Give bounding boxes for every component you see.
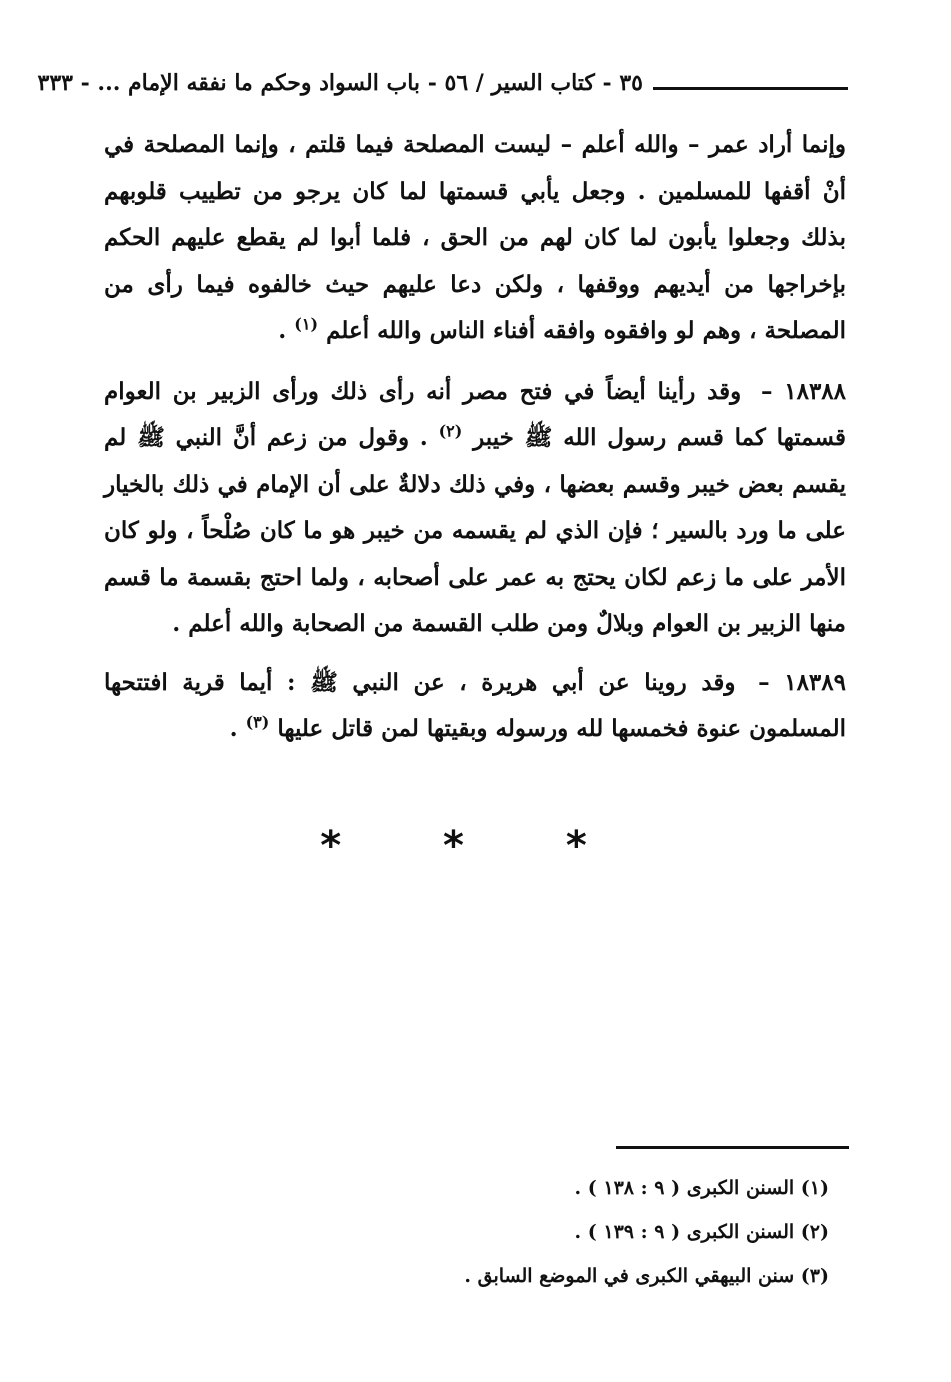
paragraph [104, 369, 846, 648]
paragraph-text: وقد رأينا أيضاً في فتح مصر أنه رأى ذلك ورأى الزبير بن العوام قسمتها كما قسم رسول الله ﷺ خيبر [104, 377, 846, 451]
section-separator: * * * [320, 823, 631, 869]
footnotes [329, 1166, 829, 1298]
running-title: ٣٥ - كتاب السير / ٥٦ - باب السواد وحكم ما نفقه الإمام ... - ٣٣٣ [37, 70, 643, 96]
footnote-ref: (٣) [245, 712, 270, 732]
main-text [104, 122, 846, 765]
paragraph-text: وقد روينا عن أبي هريرة ، عن النبي ﷺ : أيما قرية افتتحها المسلمون عنوة فخمسها لله ورسوله وبقيتها لمن قاتل عليها [104, 668, 846, 742]
paragraph-tail: . وقول من زعم أنَّ النبي ﷺ لم يقسم بعض خيبر وقسم بعضها ، وفي ذلك دلالةٌ على أن الإمام في ذلك بالخيار على ما ورد بالسير ؛ فإن الذي لم يقسمه من خيبر هو ما كان صُلْحاً ، ولو كان الأمر على ما زعم لكان يحتج به عمر على أصحابه ، ولما احتج بقسمة ما قسم منها الزبير بن العوام وبلالٌ ومن طلب القسمة من الصحابة والله أعلم . [104, 424, 846, 637]
footnote: (٢) السنن الكبرى ( ٩ : ١٣٩ ) . [574, 1221, 829, 1243]
paragraph [104, 660, 846, 753]
paragraph-number: ١٨٣٨٩ – [758, 668, 846, 696]
paragraph-tail: . [278, 317, 295, 344]
running-header [37, 68, 848, 108]
paragraph-number: ١٨٣٨٨ – [761, 377, 847, 405]
paragraph-tail: . [229, 715, 246, 742]
paragraph [104, 122, 846, 355]
footnote-ref: (١) [294, 314, 319, 334]
footnote: (٣) سنن البيهقي الكبرى في الموضع السابق . [464, 1265, 829, 1287]
footnote: (١) السنن الكبرى ( ٩ : ١٣٨ ) . [574, 1177, 829, 1199]
header-rule [653, 87, 848, 90]
footnote-ref: (٢) [438, 421, 463, 441]
paragraph-text: وإنما أراد عمر – والله أعلم – ليست المصلحة فيما قلتم ، وإنما المصلحة في أنْ أقفها للمسلمين . وجعل يأبي قسمتها لما كان يرجو من تطييب قلوبهم بذلك وجعلوا يأبون لما كان لهم من الحق ، فلما أبوا لم يقطع عليهم الحكم بإخراجها من أيديهم ووقفها ، ولكن دعا عليهم حيث خالفوه فيما رأى من المصلحة ، وهم لو وافقوه وافقه أفناء الناس والله أعلم [104, 131, 846, 344]
footnote-rule [616, 1146, 849, 1149]
